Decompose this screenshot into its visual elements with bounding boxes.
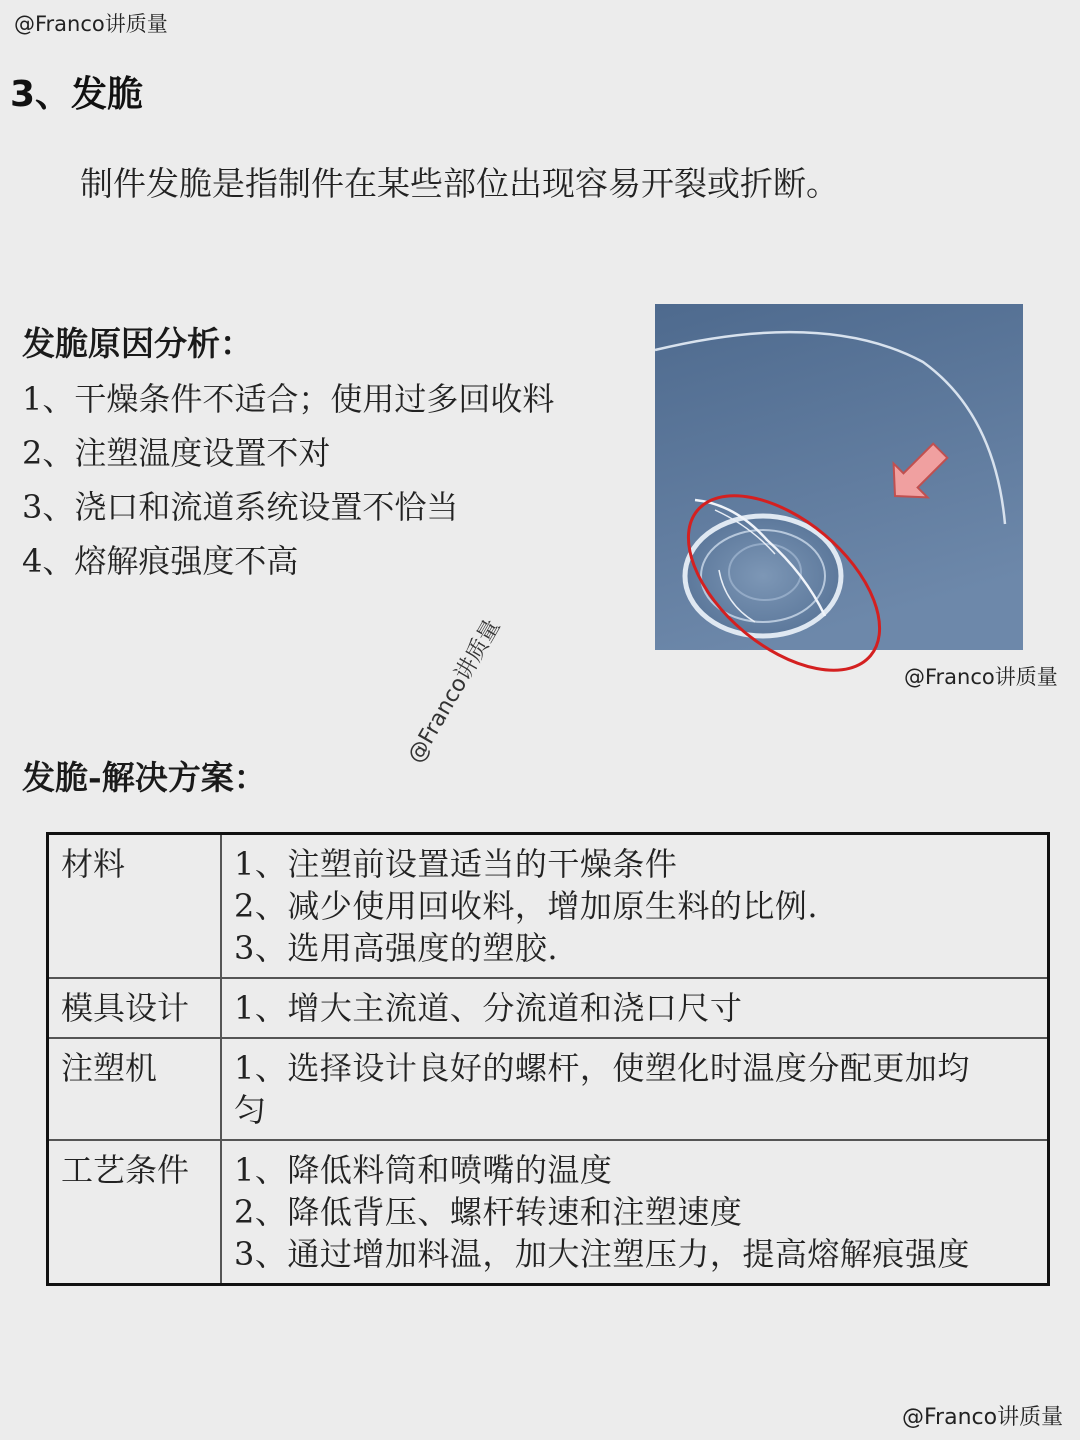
cause-heading: 发脆原因分析：	[22, 324, 253, 363]
cracked-part-photo	[655, 304, 1023, 650]
solution-line: 1、降低料筒和喷嘴的温度	[234, 1151, 613, 1189]
solution-line: 1、注塑前设置适当的干燥条件	[234, 845, 678, 883]
row-content	[222, 835, 1047, 977]
row-content	[222, 1141, 1047, 1283]
cause-item: 1、干燥条件不适合；使用过多回收料	[22, 380, 555, 418]
cause-item: 4、熔解痕强度不高	[22, 542, 299, 580]
row-category: 模具设计	[49, 979, 222, 1037]
intro-paragraph: 制件发脆是指制件在某些部位出现容易开裂或折断。	[80, 164, 839, 203]
table-row	[49, 977, 1047, 1037]
section-title: 3、发脆	[10, 74, 144, 115]
solution-line: 3、通过增加料温，加大注塑压力，提高熔解痕强度	[234, 1235, 970, 1273]
cause-list	[22, 372, 554, 588]
watermark-image: @Franco讲质量	[904, 665, 1058, 689]
row-category: 材料	[49, 835, 222, 977]
solution-table	[46, 832, 1050, 1286]
solution-line: 2、减少使用回收料，增加原生料的比例.	[234, 887, 819, 925]
table-row	[49, 1139, 1047, 1283]
row-content	[222, 979, 1047, 1037]
solution-line: 匀	[234, 1091, 267, 1129]
table-row	[49, 1037, 1047, 1139]
row-category: 工艺条件	[49, 1141, 222, 1283]
solution-line: 1、增大主流道、分流道和浇口尺寸	[234, 989, 743, 1027]
table-row	[49, 835, 1047, 977]
cause-item: 3、浇口和流道系统设置不恰当	[22, 488, 459, 526]
solution-heading: 发脆-解决方案：	[22, 758, 267, 797]
watermark-bottom: @Franco讲质量	[902, 1405, 1064, 1430]
solution-line: 3、选用高强度的塑胶.	[234, 929, 559, 967]
solution-line: 2、降低背压、螺杆转速和注塑速度	[234, 1193, 743, 1231]
watermark-diagonal: @Franco讲质量	[403, 615, 506, 768]
row-category: 注塑机	[49, 1039, 222, 1139]
solution-line: 1、选择设计良好的螺杆，使塑化时温度分配更加均	[234, 1049, 970, 1087]
row-content	[222, 1039, 1047, 1139]
watermark-top: @Franco讲质量	[14, 12, 168, 36]
cause-item: 2、注塑温度设置不对	[22, 434, 331, 472]
